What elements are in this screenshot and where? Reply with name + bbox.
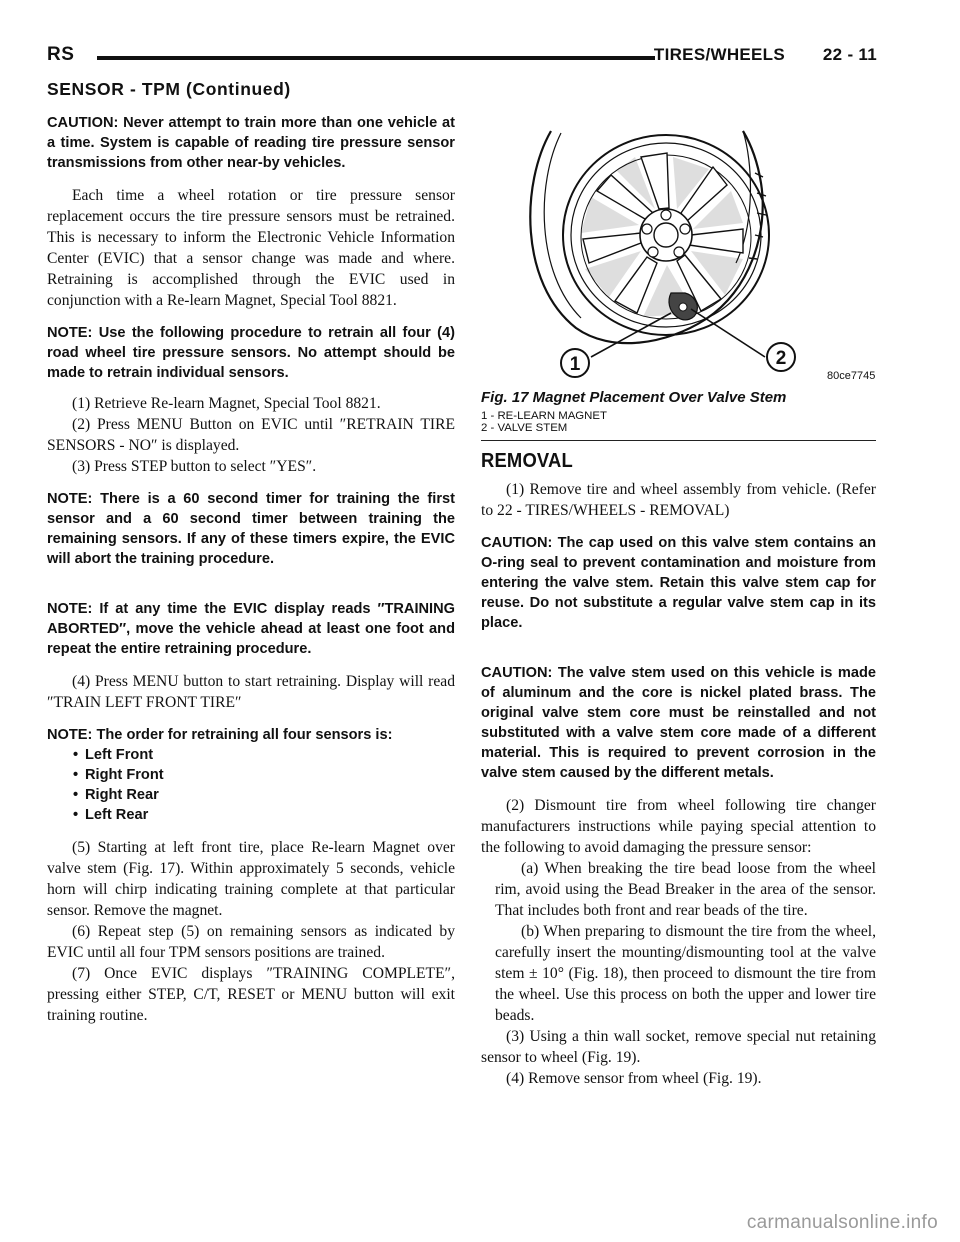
figure-divider [481,440,876,441]
bullet-icon: • [73,767,79,783]
step-7: (7) Once EVIC displays ″TRAINING COMPLETE″, pressing either STEP, C/T, RESET or MENU button will exit training routine. [47,965,455,1024]
wheel-illustration [481,113,876,385]
vehicle-code: RS [47,44,75,65]
step-5: (5) Starting at left front tire, place Re-learn Magnet over valve stem (Fig. 17). Within approximately 5 seconds, vehicle horn will chirp indicating training complete at that particular sensor. Remove the magnet. [47,839,455,919]
step-2: (2) Press MENU Button on EVIC until ″RETRAIN TIRE SENSORS - NO″ is displayed. [47,416,455,454]
step-6: (6) Repeat step (5) on remaining sensors as indicated by EVIC until all four TPM sensors positions are trained. [47,923,455,961]
bullet-icon: • [73,807,79,823]
right-column [481,113,876,1089]
removal-step-2: (2) Dismount tire from wheel following tire changer manufacturers instructions while paying special attention to the following to avoid damaging the pressure sensor: [481,797,876,856]
legend-item-2: 2 - VALVE STEM [481,422,568,434]
note-60-second-timer: NOTE: There is a 60 second timer for training the first sensor and a 60 second timer between training the remaining sensors. If any of these timers expire, the EVIC will abort the training procedure. [47,491,455,567]
bullet-icon: • [73,747,79,763]
removal-substep-b: (b) When preparing to dismount the tire from the wheel, carefully insert the mounting/dismounting tool at the valve stem ± 10° (Fig. 18), then proceed to dismount the tire from the wheel. Use this process on both the upper and lower tire beads. [495,923,876,1024]
legend-item-1: 1 - RE-LEARN MAGNET [481,410,607,422]
figure-code: 80ce7745 [827,370,876,382]
retrain-intro-paragraph: Each time a wheel rotation or tire pressure sensor replacement occurs the tire pressure sensors must be retrained. This is necessary to inform the Electronic Vehicle Information Center (EVIC) that a sensor change was made and where. Retraining is accomplished through the EVIC used in conjunction with a Re-learn Magnet, Special Tool 8821. [47,187,455,309]
order-item-right-rear: • Right Rear [73,787,159,803]
note-training-aborted: NOTE: If at any time the EVIC display reads ″TRAINING ABORTED″, move the vehicle ahead at least one foot and repeat the entire retraining procedure. [47,601,455,657]
section-name: TIRES/WHEELS [653,45,785,64]
callout-1: 1 [569,354,581,375]
page-header [47,44,877,74]
site-watermark: carmanualsonline.info [746,1212,938,1233]
order-item-left-front: • Left Front [73,747,154,763]
note-retraining-order: NOTE: The order for retraining all four sensors is: [47,727,393,743]
step-3: (3) Press STEP button to select ″YES″. [72,458,317,475]
removal-step-1: (1) Remove tire and wheel assembly from vehicle. (Refer to 22 - TIRES/WHEELS - REMOVAL) [481,481,876,519]
callout-2: 2 [775,348,787,369]
bullet-icon: • [73,787,79,803]
caution-valve-cap: CAUTION: The cap used on this valve stem contains an O-ring seal to prevent contamination and moisture from entering the valve stem. Retain this valve stem cap for reuse. Do not substitute a regular valve stem cap in its place. [481,535,876,631]
removal-step-4: (4) Remove sensor from wheel (Fig. 19). [506,1070,762,1087]
caution-valve-stem-material: CAUTION: The valve stem used on this vehicle is made of aluminum and the core is nickel plated brass. The original valve stem core must be reinstalled and not substituted with a valve stem core made of a different material. This is required to prevent corrosion in the valve stem caused by the different metals. [481,665,876,781]
removal-substep-a: (a) When breaking the tire bead loose from the wheel rim, avoid using the Bead Breaker in the area of the sensor. That includes both front and rear beads of the tire. [495,860,876,919]
note-retrain-all-four: NOTE: Use the following procedure to retrain all four (4) road wheel tire pressure sensors. No attempt should be made to retrain individual sensors. [47,325,455,381]
figure-caption: Fig. 17 Magnet Placement Over Valve Stem [481,389,787,406]
order-item-right-front: • Right Front [73,767,164,783]
figure-17 [481,113,876,385]
removal-step-3: (3) Using a thin wall socket, remove special nut retaining sensor to wheel (Fig. 19). [481,1028,876,1066]
step-1: (1) Retrieve Re-learn Magnet, Special Tool 8821. [72,395,381,412]
step-4: (4) Press MENU button to start retraining. Display will read ″TRAIN LEFT FRONT TIRE″ [47,673,455,711]
header-rule [97,56,655,60]
removal-heading: REMOVAL [481,450,573,472]
order-item-left-rear: • Left Rear [73,807,149,823]
section-title: SENSOR - TPM (Continued) [47,79,291,99]
left-column [47,113,455,1026]
caution-train-one-vehicle: CAUTION: Never attempt to train more than one vehicle at a time. System is capable of reading tire pressure sensor transmissions from other near-by vehicles. [47,115,455,171]
page-number: 22 - 11 [822,45,877,64]
